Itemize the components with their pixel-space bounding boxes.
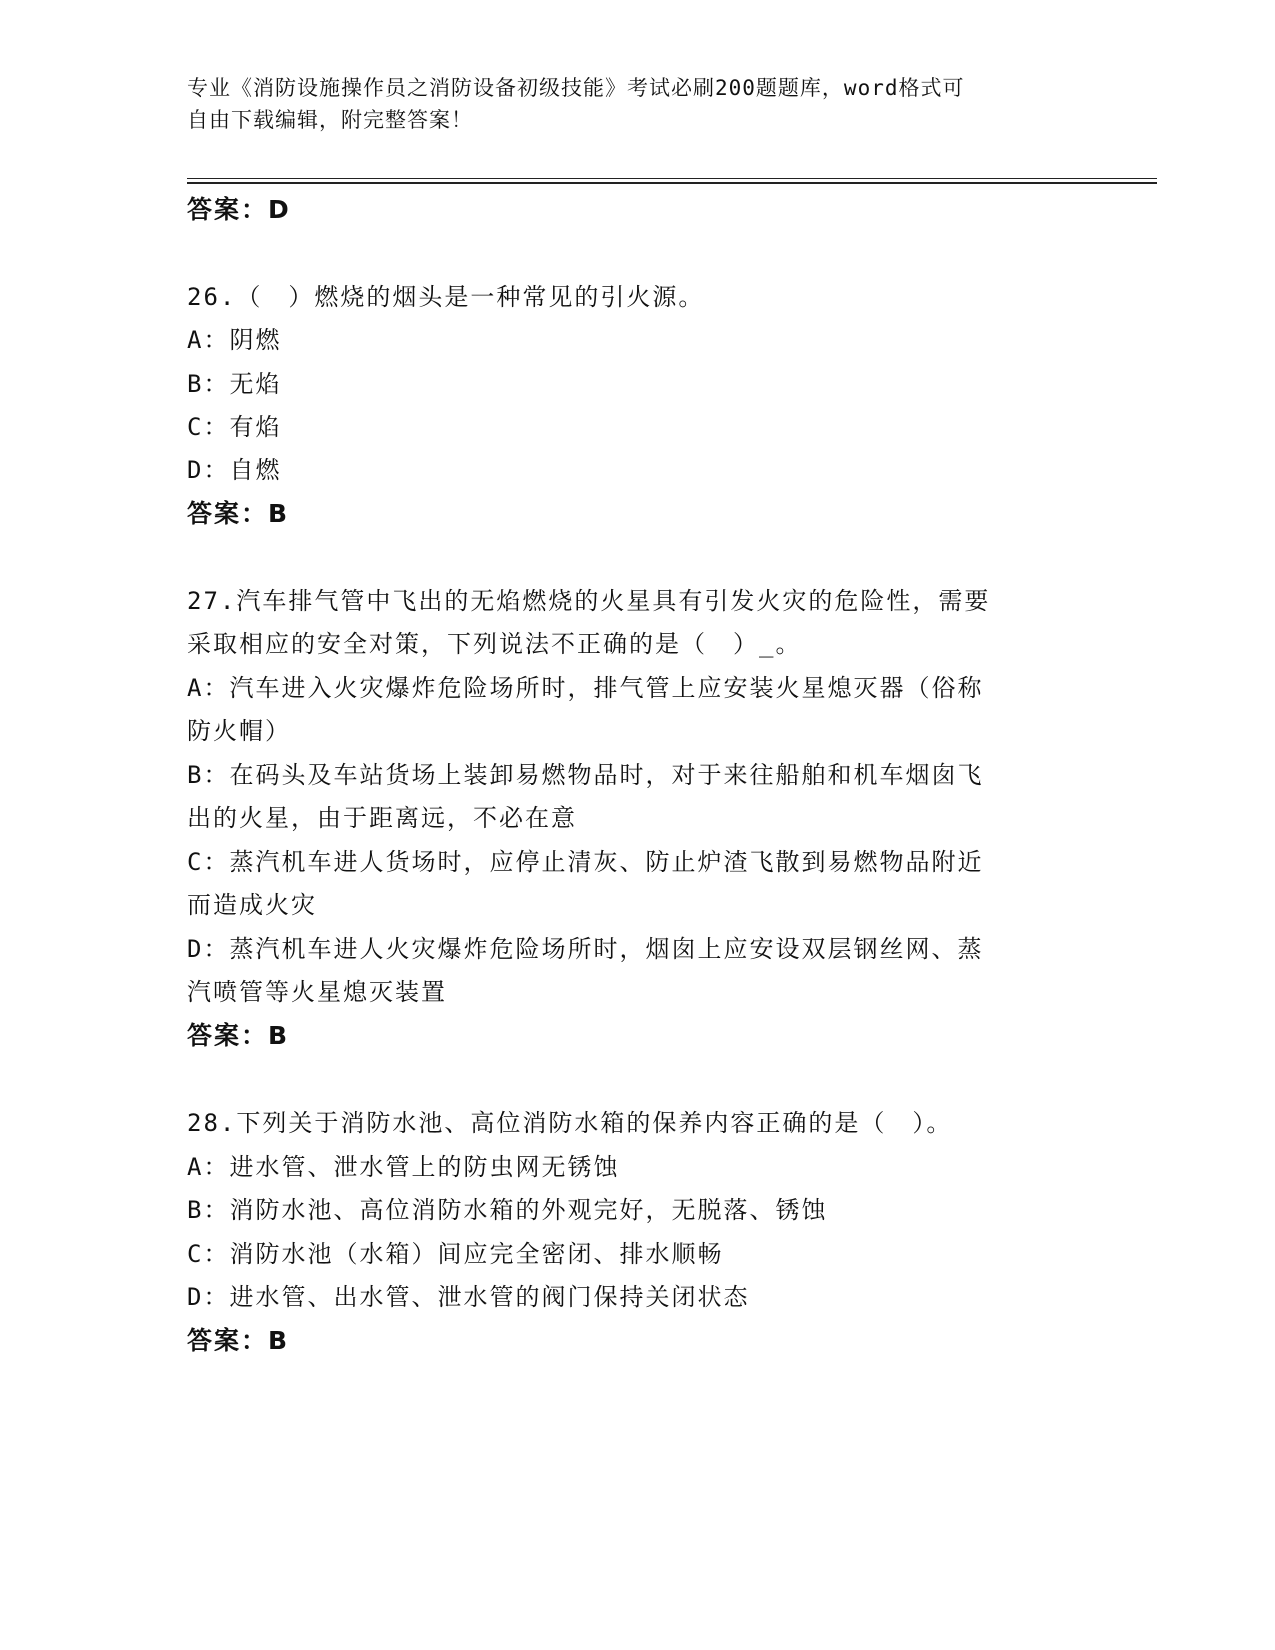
option-a: A：阴燃	[187, 326, 282, 354]
option-b: B：无焰	[187, 370, 282, 398]
header-line-2: 自由下载编辑，附完整答案！	[187, 108, 473, 132]
option-d-line-1: D：蒸汽机车进人火灾爆炸危险场所时，烟囱上应安设双层钢丝网、蒸	[187, 935, 984, 963]
header-line-1: 专业《消防设施操作员之消防设备初级技能》考试必刷200题题库，word格式可	[187, 76, 965, 100]
option-c: C：消防水池（水箱）间应完全密闭、排水顺畅	[187, 1240, 724, 1268]
answer: 答案：B	[187, 1326, 290, 1355]
option-c-line-2: 而造成火灾	[187, 891, 317, 919]
option-b-line-1: B：在码头及车站货场上装卸易燃物品时，对于来往船舶和机车烟囱飞	[187, 761, 984, 789]
header-divider-thick	[187, 182, 1157, 184]
answer: 答案：B	[187, 499, 290, 528]
option-a-line-2: 防火帽）	[187, 717, 291, 745]
previous-answer: 答案：D	[187, 195, 291, 224]
option-a-line-1: A：汽车进入火灾爆炸危险场所时，排气管上应安装火星熄灭器（俗称	[187, 674, 984, 702]
option-d: D：自燃	[187, 456, 282, 484]
option-a: A：进水管、泄水管上的防虫网无锈蚀	[187, 1153, 620, 1181]
answer: 答案：B	[187, 1021, 290, 1050]
option-c-line-1: C：蒸汽机车进人货场时，应停止清灰、防止炉渣飞散到易燃物品附近	[187, 848, 984, 876]
header-divider-thin	[187, 178, 1157, 179]
option-b: B：消防水池、高位消防水箱的外观完好，无脱落、锈蚀	[187, 1196, 828, 1224]
question-text: 26.（ ）燃烧的烟头是一种常见的引火源。	[187, 283, 705, 311]
option-d-line-2: 汽喷管等火星熄灭装置	[187, 978, 447, 1006]
question-text: 28.下列关于消防水池、高位消防水箱的保养内容正确的是（ ）。	[187, 1109, 953, 1137]
option-d: D：进水管、出水管、泄水管的阀门保持关闭状态	[187, 1283, 750, 1311]
document-header	[187, 72, 1067, 136]
option-c: C：有焰	[187, 413, 282, 441]
option-b-line-2: 出的火星，由于距离远，不必在意	[187, 804, 577, 832]
question-text-line-2: 采取相应的安全对策，下列说法不正确的是（ ）_。	[187, 630, 802, 658]
question-text-line-1: 27.汽车排气管中飞出的无焰燃烧的火星具有引发火灾的危险性，需要	[187, 587, 991, 615]
